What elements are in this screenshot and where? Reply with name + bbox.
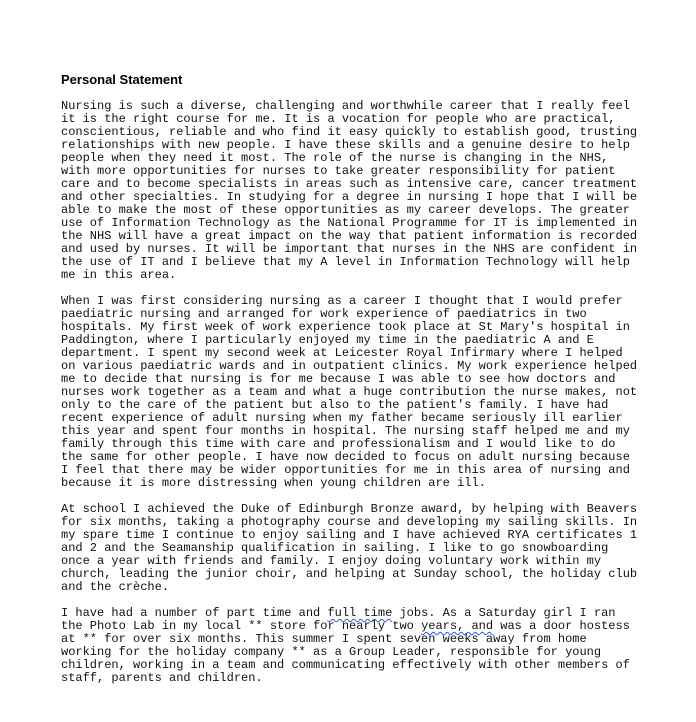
text-line: I have had a number of part time and full time jobs. As a Saturday girl I ran [61,606,616,620]
text-line: me in this area. [61,268,177,282]
spellcheck-marked-text[interactable]: years, and [421,619,494,633]
text-line: staff, parents and children. [61,671,263,685]
text-line: my spare time I continue to enjoy sailing and I have achieved RYA certificates 1 [61,528,638,542]
text-line: family through this time with care and professionalism and I would like to do [61,437,616,451]
text-line: on various paediatric wards and in outpatient clinics. My work experience helped [61,359,638,373]
text-line: I feel that there may be wider opportunities for me in this area of nursing and [61,463,630,477]
paragraph [61,607,641,685]
text-line: once a year with friends and family. I enjoy doing voluntary work within my [61,554,602,568]
text-line: and other specialties. In studying for a degree in nursing I hope that I will be [61,190,638,204]
text-line: the NHS will have a great impact on the way that patient information is recorded [61,229,638,243]
text-line: At school I achieved the Duke of Edinburgh Bronze award, by helping with Beavers [61,502,638,516]
document-page [61,72,641,698]
text-line: When I was first considering nursing as a career I thought that I would prefer [61,294,623,308]
text-line: children, working in a team and communicating effectively with other members of [61,658,630,672]
text-line: people when they need it most. The role of the nurse is changing in the NHS, [61,151,609,165]
text-line: only to the care of the patient but also to the patient's family. I have had [61,398,609,412]
text-line: at ** for over six months. This summer I spent seven weeks away from home [61,632,587,646]
text-line: me to decide that nursing is for me because I was able to see how doctors and [61,372,616,386]
text-line: for six months, taking a photography course and developing my sailing skills. In [61,515,638,529]
paragraph [61,503,641,594]
spellcheck-marked-text[interactable]: full time [327,606,393,620]
text-line: and the crèche. [61,580,170,594]
text-line: conscientious, reliable and who find it easy quickly to establish good, trusting [61,125,638,139]
text-line: relationships with new people. I have these skills and a genuine desire to help [61,138,630,152]
text-line: department. I spent my second week at Leicester Royal Infirmary where I helped [61,346,623,360]
text-line: use of Information Technology as the National Programme for IT is implemented in [61,216,638,230]
text-line: church, leading the junior choir, and helping at Sunday school, the holiday club [61,567,638,581]
text-line: care and to become specialists in areas such as intensive care, cancer treatment [61,177,638,191]
text-line: paediatric nursing and arranged for work experience of paediatrics in two [61,307,587,321]
text-line: working for the holiday company ** as a Group Leader, responsible for young [61,645,602,659]
text-line: the same for other people. I have now decided to focus on adult nursing because [61,450,630,464]
text-line: Paddington, where I particularly enjoyed my time in the paediatric A and E [61,333,594,347]
text-line: and used by nurses. It will be important that nurses in the NHS are confident in [61,242,638,256]
text-line: able to make the most of these opportunities as my career develops. The greater [61,203,630,217]
text-line: the Photo Lab in my local ** store for nearly two years, and was a door hostess [61,619,630,633]
text-line: nurses work together as a team and what a huge contribution the nurse makes, not [61,385,638,399]
text-line: hospitals. My first week of work experience took place at St Mary's hospital in [61,320,630,334]
paragraph [61,295,641,490]
text-line: it is the right course for me. It is a vocation for people who are practical, [61,112,616,126]
document-title: Personal Statement [61,72,183,87]
document-body [61,100,641,685]
text-line: this year and spent four months in hospital. The nursing staff helped me and my [61,424,630,438]
text-line: and 2 and the Seamanship qualification in sailing. I like to go snowboarding [61,541,609,555]
text-line: recent experience of adult nursing when my father became seriously ill earlier [61,411,623,425]
text-line: because it is more distressing when young children are ill. [61,476,486,490]
paragraph [61,100,641,282]
text-line: with more opportunities for nurses to take greater responsibility for patient [61,164,616,178]
text-line: Nursing is such a diverse, challenging and worthwhile career that I really feel [61,99,630,113]
text-line: the use of IT and I believe that my A level in Information Technology will help [61,255,630,269]
